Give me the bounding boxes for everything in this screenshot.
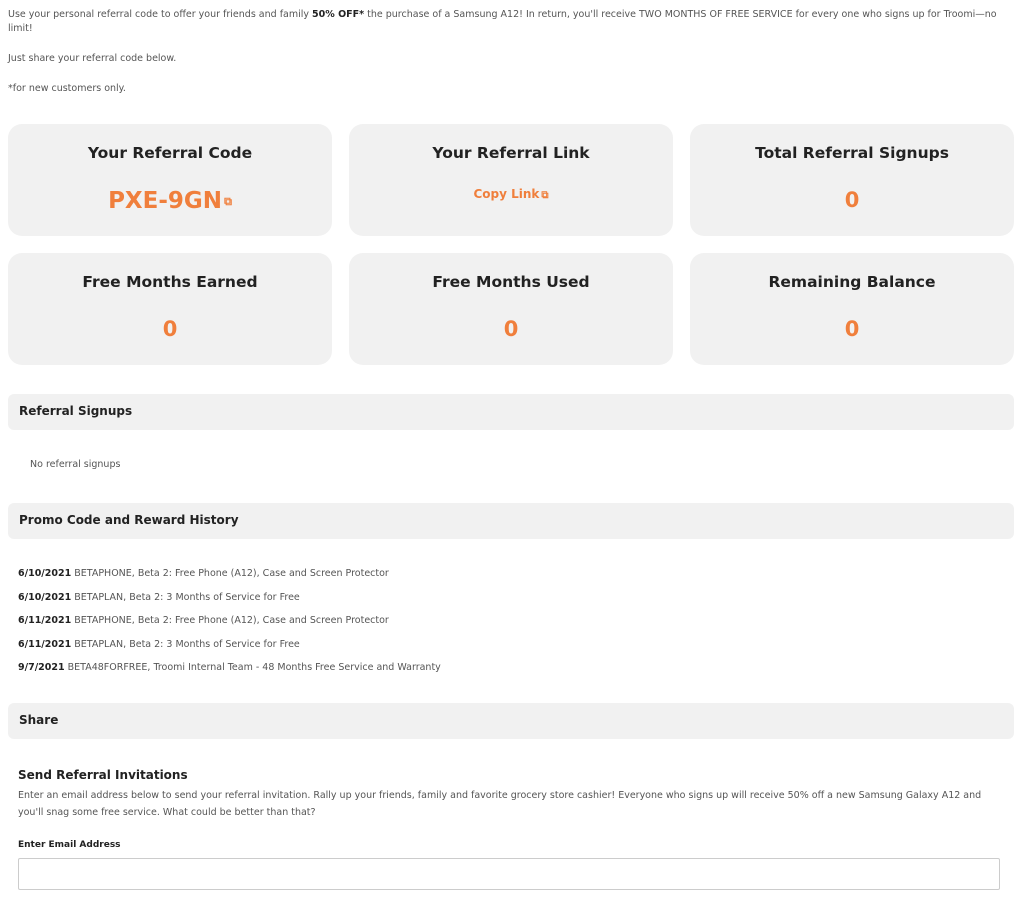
- section-title: Referral Signups: [19, 404, 133, 418]
- history-row: [18, 614, 441, 638]
- history-row: [18, 638, 441, 662]
- history-date: 6/10/2021: [18, 568, 72, 579]
- card-title: Free Months Used: [432, 273, 590, 291]
- promo-history-header: [8, 503, 1014, 539]
- copy-link-label: Copy Link: [473, 187, 540, 201]
- total-signups-value: 0: [844, 188, 860, 212]
- intro-text-part: the purchase of a Samsung A12! In return, you'll receive TWO MONTHS OF FREE SERVICE for every one who signs up for Troomi—no limit!: [8, 9, 997, 34]
- email-label: Enter Email Address: [18, 840, 121, 850]
- send-invitations-title: Send Referral Invitations: [18, 768, 188, 782]
- intro-text-block: [8, 8, 1008, 96]
- history-date: 6/11/2021: [18, 615, 72, 626]
- referral-code-card: [8, 124, 332, 236]
- promo-history-list: [18, 567, 441, 685]
- copy-icon: ⧉: [541, 190, 549, 201]
- section-title: Promo Code and Reward History: [19, 513, 239, 527]
- no-signups-message: No referral signups: [30, 459, 121, 470]
- history-text: BETAPLAN, Beta 2: 3 Months of Service for Free: [71, 591, 300, 603]
- card-title: Your Referral Code: [87, 144, 253, 162]
- free-months-used-value: 0: [503, 317, 519, 341]
- history-text: BETA48FORFREE, Troomi Internal Team - 48 Months Free Service and Warranty: [64, 662, 441, 673]
- send-invitations-description: Enter an email address below to send your referral invitation. Rally up your friends, family and favorite grocery store cashier! Everyone who signs up will receive 50% off a new Samsung Galaxy A12 and you'll snag some free service. What could be better than that?: [18, 790, 982, 818]
- referral-code-text: PXE-9GN: [108, 188, 223, 214]
- share-header: [8, 703, 1014, 739]
- intro-bold-offer: 50% OFF*: [312, 9, 365, 20]
- free-months-earned-card: [8, 253, 332, 365]
- history-row: [18, 567, 441, 591]
- history-text: BETAPHONE, Beta 2: Free Phone (A12), Case and Screen Protector: [71, 568, 389, 579]
- referral-link-card: [349, 124, 673, 236]
- free-months-earned-value: 0: [162, 317, 178, 341]
- free-months-used-card: [349, 253, 673, 365]
- card-title: Total Referral Signups: [755, 144, 949, 162]
- copy-icon[interactable]: ⧉: [224, 194, 232, 208]
- history-date: 6/11/2021: [18, 638, 72, 650]
- copy-link-button[interactable]: [349, 187, 673, 201]
- total-signups-card: [690, 124, 1014, 236]
- history-row: [18, 661, 441, 685]
- share-instruction: Just share your referral code below.: [8, 53, 177, 64]
- footnote: *for new customers only.: [8, 83, 126, 94]
- intro-text-part: Use your personal referral code to offer your friends and family: [8, 9, 313, 20]
- history-text: BETAPLAN, Beta 2: 3 Months of Service for Free: [71, 638, 300, 650]
- history-text: BETAPHONE, Beta 2: Free Phone (A12), Case and Screen Protector: [71, 615, 389, 626]
- remaining-balance-value: 0: [844, 317, 860, 341]
- remaining-balance-card: [690, 253, 1014, 365]
- card-title: Your Referral Link: [432, 144, 590, 162]
- history-date: 6/10/2021: [18, 591, 72, 603]
- card-title: Remaining Balance: [768, 273, 936, 291]
- email-input[interactable]: [18, 858, 1000, 890]
- history-row: [18, 591, 441, 615]
- referral-signups-header: [8, 394, 1014, 430]
- section-title: Share: [19, 713, 59, 727]
- referral-code-value[interactable]: [8, 188, 332, 214]
- card-title: Free Months Earned: [82, 273, 258, 291]
- intro-paragraph: [8, 8, 1008, 36]
- history-date: 9/7/2021: [18, 662, 65, 673]
